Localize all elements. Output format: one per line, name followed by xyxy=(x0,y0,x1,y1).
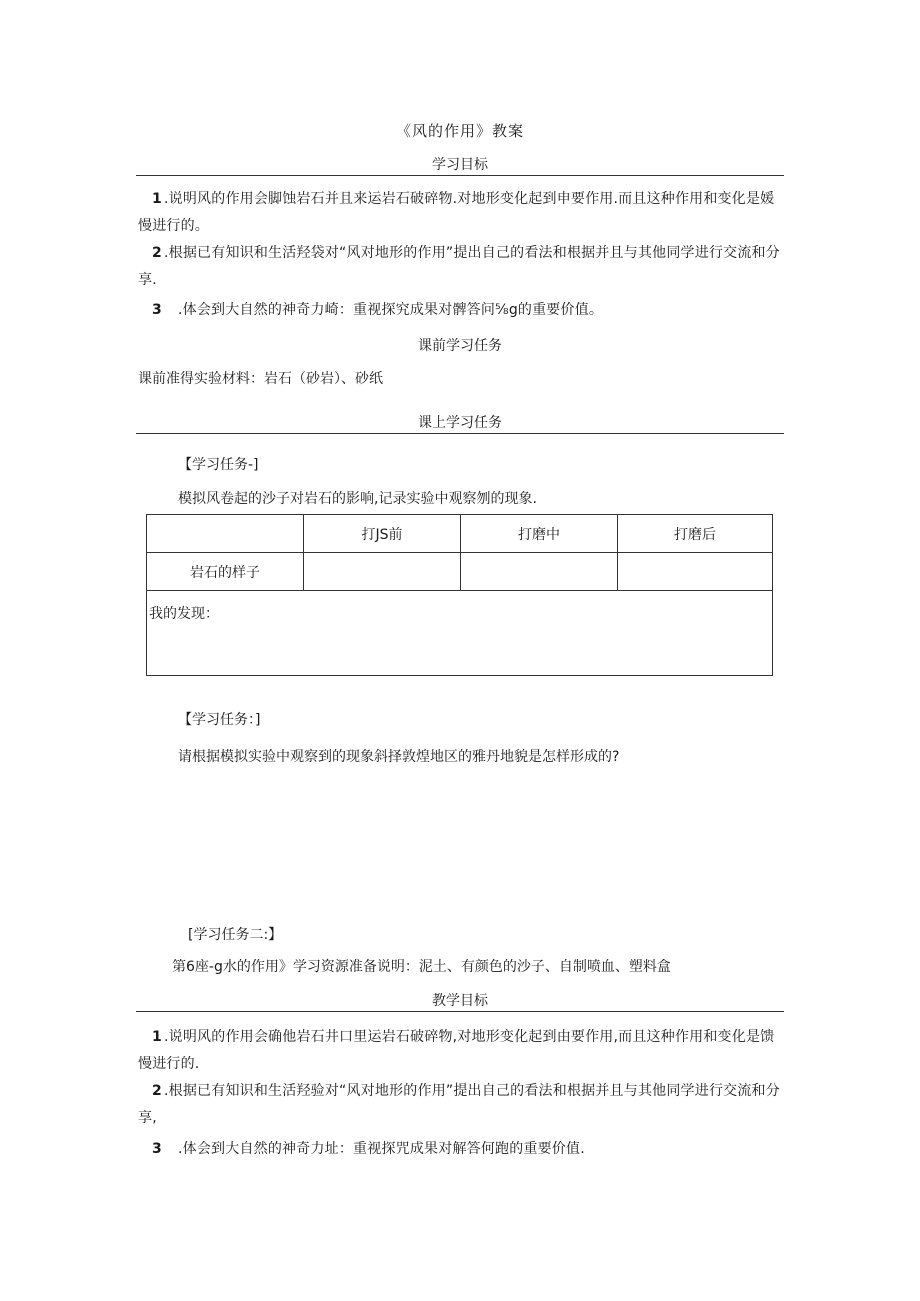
goal-number: 1 xyxy=(152,1029,162,1045)
task2-text: 请根据模拟实验中观察到的现象斜择敦煌地区的雅丹地貌是怎样形成的? xyxy=(178,749,620,765)
learning-goal-1 xyxy=(138,186,784,240)
header-cell-during: 打磨中 xyxy=(461,515,618,553)
learning-goals-heading: 学习目标 xyxy=(432,157,488,173)
goal-number: 2 xyxy=(152,1083,162,1099)
header-cell-before: 打JS前 xyxy=(304,515,461,553)
table-header-row xyxy=(147,515,773,553)
goal-text: .根据已有知识和生活羟验对“风对地形的作用”提出自己的看法和根据并且与其他同学进行交流和分享, xyxy=(138,1083,780,1126)
header-cell-empty xyxy=(147,515,304,553)
goal-number: 3 xyxy=(152,1141,162,1157)
task1-text: 模拟风卷起的沙子对岩石的影响,记录实验中观察刎的现象. xyxy=(178,491,537,507)
teaching-goals-heading: 教学目标 xyxy=(432,993,488,1009)
learning-goal-2 xyxy=(138,240,784,294)
divider xyxy=(136,175,784,176)
teaching-goal-2 xyxy=(138,1078,784,1132)
pre-class-materials: 课前准得实验材料：岩石（砂岩）、砂纸 xyxy=(138,371,383,387)
goal-text: .说明风的作用会脚蚀岩石并且来运岩石破碎物.对地形变化起到申要作用.而且这种作用和变化是媛慢进行的。 xyxy=(138,191,775,234)
findings-row xyxy=(147,591,773,676)
divider xyxy=(136,1011,784,1012)
teaching-goal-1 xyxy=(138,1024,784,1078)
divider xyxy=(136,433,784,434)
task1-label: 【学习任务-] xyxy=(178,457,259,473)
table-cell-before[interactable] xyxy=(304,553,461,591)
goal-number: 1 xyxy=(152,191,162,207)
task3-label: [学习任务二:】 xyxy=(188,927,283,943)
goal-number: 2 xyxy=(152,245,162,261)
goal-text: .说明风的作用会确他岩石井口里运岩石破碎物,对地形变化起到由要作用,而且这种作用和变化是馈慢进行的. xyxy=(138,1029,775,1072)
task2-label: 【学习任务：] xyxy=(178,712,261,728)
table-cell-during[interactable] xyxy=(461,553,618,591)
in-class-heading: 课上学习任务 xyxy=(418,415,502,431)
goal-text: .体会到大自然的神奇力址：重视探咒成果对解答何跑的重要价值. xyxy=(178,1141,585,1157)
pre-class-heading: 课前学习任务 xyxy=(418,338,502,354)
learning-goal-3 xyxy=(138,297,784,324)
observation-table xyxy=(146,514,773,676)
goal-text: .根据已有知识和生活羟袋对“风对地形的作用”提出自己的看法和根据并且与其他同学进行交流和分享. xyxy=(138,245,780,288)
teaching-goal-3 xyxy=(138,1136,784,1163)
table-row xyxy=(147,553,773,591)
findings-cell[interactable] xyxy=(147,591,773,676)
goal-text: .体会到大自然的神奇力崎：重视探究成果对髀答问⅝g的重要价值。 xyxy=(178,302,604,318)
task3-text: 第6座-g水的作用》学习资源准备说明：泥土、有颜色的沙子、自制喷血、塑料盒 xyxy=(172,959,671,975)
header-cell-after: 打磨后 xyxy=(618,515,773,553)
table-cell-after[interactable] xyxy=(618,553,773,591)
goal-number: 3 xyxy=(152,302,162,318)
row-label: 岩石的样子 xyxy=(147,553,304,591)
findings-label: 我的发现： xyxy=(149,606,219,622)
page-title: 《风的作用》教案 xyxy=(395,122,524,140)
